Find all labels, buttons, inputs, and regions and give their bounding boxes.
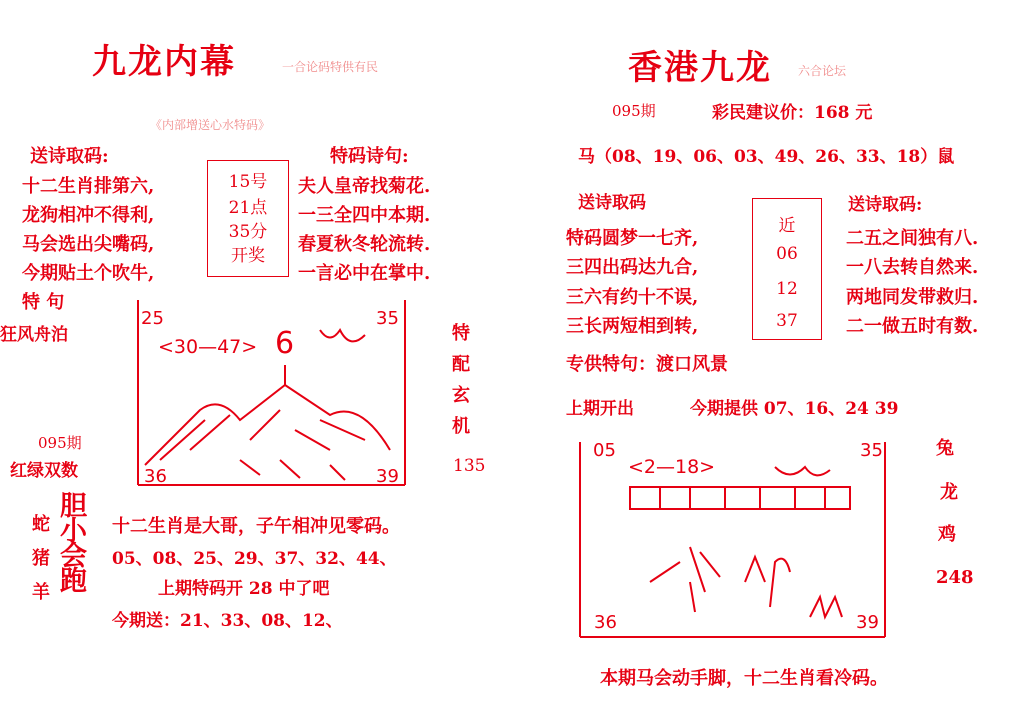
box-number: 06 (776, 244, 798, 264)
draw-time-line: 开奖 (231, 246, 265, 266)
left-vertical-label: 特配玄机 (452, 323, 470, 437)
box-number: 近 (778, 216, 796, 236)
right-corner-tr: 35 (860, 440, 883, 461)
left-title: 九龙内幕 (92, 42, 236, 82)
right-drawing-range: <2—18> (628, 456, 716, 478)
left-drawing-range: <30—47> (158, 336, 258, 358)
left-sketch-drawing (130, 300, 415, 490)
right-poem-right-heading: 送诗取码: (848, 195, 923, 215)
right-corner-bl: 36 (594, 612, 617, 633)
right-poem-right-line: 二五之间独有八. (846, 228, 979, 249)
left-zodiac: 羊 (32, 582, 50, 603)
left-poem-right-line: 一三全四中本期. (298, 205, 431, 226)
right-period: 095期 (612, 102, 656, 120)
right-vertical-number: 248 (936, 567, 974, 588)
draw-time-line: 15号 (228, 172, 268, 192)
left-line1: 十二生肖是大哥，子午相冲见零码。 (112, 516, 400, 537)
left-big-label-char: 胆 (60, 491, 87, 522)
left-zodiac: 蛇 (32, 514, 50, 535)
right-poem-left-heading: 送诗取码 (578, 193, 646, 213)
box-number: 12 (776, 279, 798, 299)
right-poem-right-line: 一八去转自然来. (846, 257, 979, 278)
left-poem-right-line: 春夏秋冬轮流转. (298, 234, 431, 255)
draw-time-line: 21点 (228, 198, 268, 218)
right-poem-left-line: 三六有约十不误, (566, 287, 699, 308)
draw-time-line: 35分 (228, 222, 268, 242)
right-this-period: 今期提供 07、16、24 39 (690, 399, 899, 419)
right-special-phrase: 专供特句：渡口风景 (566, 354, 728, 375)
right-vertical-item: 兔 (936, 438, 954, 459)
left-special-phrase: 狂风舟泊 (0, 325, 68, 345)
left-poem-left-line: 龙狗相冲不得利, (22, 205, 155, 226)
right-last-period: 上期开出 (566, 399, 634, 419)
right-poem-right-line: 两地同发带救归. (846, 287, 979, 308)
right-poem-right-line: 二一做五时有数. (846, 316, 979, 337)
left-poem-left-line: 十二生肖排第六, (22, 176, 155, 197)
left-poem-right-line: 夫人皇帝找菊花. (298, 176, 431, 197)
left-red-green: 红绿双数 (10, 461, 78, 481)
left-corner-tl: 25 (141, 308, 164, 329)
right-poem-left-line: 特码圆梦一七齐, (566, 228, 699, 249)
left-poem-left-line: 马会选出尖嘴码, (22, 234, 155, 255)
left-corner-br: 39 (376, 466, 399, 487)
left-poem-right-heading: 特码诗句: (330, 146, 409, 167)
left-zodiac: 猪 (32, 548, 50, 569)
left-period: 095期 (38, 434, 82, 452)
left-subheader: 《内部增送心水特码》 (150, 118, 271, 132)
left-line3: 上期特码开 28 中了吧 (158, 579, 330, 599)
left-corner-bl: 36 (144, 466, 167, 487)
right-corner-tl: 05 (593, 440, 616, 461)
left-special-label: 特 句 (22, 292, 65, 313)
left-poem-right-line: 一言必中在掌中. (298, 263, 431, 284)
left-poem-left-heading: 送诗取码: (30, 146, 109, 167)
left-poem-left-line: 今期贴土个吹牛, (22, 263, 155, 284)
left-draw-time-box (207, 160, 289, 277)
right-vertical-item: 龙 (940, 482, 958, 503)
left-line2: 05、08、25、29、37、32、44、 (112, 549, 397, 569)
left-title-side: 一合论码特供有民 (282, 60, 379, 74)
left-drawing-number: 6 (275, 326, 295, 361)
box-number: 37 (776, 311, 798, 331)
right-poem-left-line: 三长两短相到转, (566, 316, 699, 337)
right-poem-left-line: 三四出码达九合, (566, 257, 699, 278)
left-big-label-char: 小 (60, 516, 87, 547)
right-title-side: 六合论坛 (798, 64, 847, 78)
left-big-label-char: 跑 (60, 566, 87, 597)
right-corner-br: 39 (856, 612, 879, 633)
left-line4: 今期送：21、33、08、12、 (112, 611, 343, 631)
right-numbers-line: 马（08、19、06、03、49、26、33、18）鼠 (578, 147, 955, 167)
left-corner-tr: 35 (376, 308, 399, 329)
right-vertical-item: 鸡 (938, 524, 956, 545)
right-title: 香港九龙 (628, 48, 772, 88)
left-big-label-char: 会 (60, 541, 87, 572)
right-number-box (752, 198, 822, 340)
right-footer: 本期马会动手脚，十二生肖看冷码。 (600, 668, 888, 689)
left-vertical-number: 135 (453, 456, 486, 476)
right-price: 彩民建议价：168 元 (712, 103, 873, 123)
